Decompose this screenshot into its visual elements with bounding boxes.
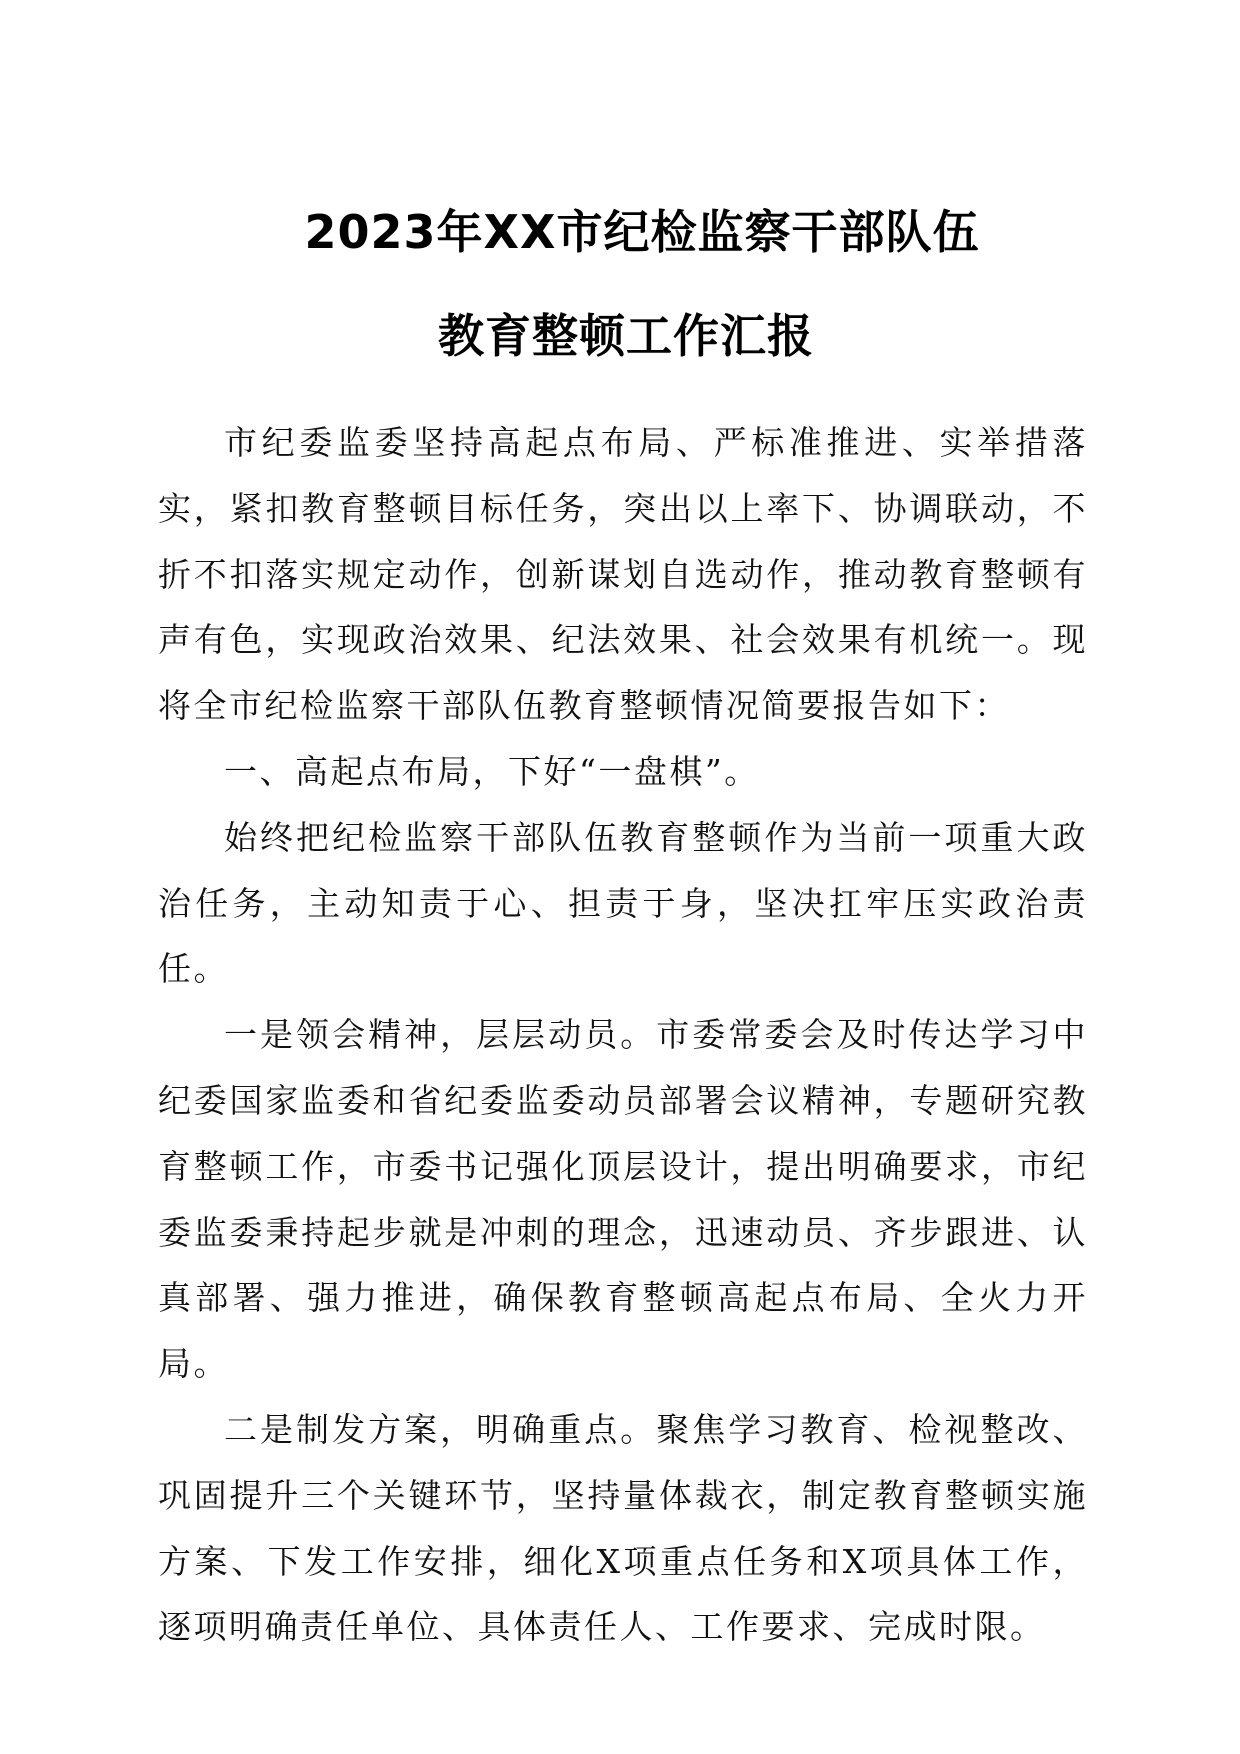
paragraph-point-2: 二是制发方案，明确重点。聚焦学习教育、检视整改、巩固提升三个关键环节，坚持量体裁衣，制定教育整顿实施方案、下发工作安排，细化X项重点任务和X项具体工作，逐项明确责任单位、具体责任人、工作要求、完成时限。 [158,1409,1088,1647]
section-heading-1: 一、高起点布局，下好“一盘棋”。 [224,751,760,791]
document-title-line-1: 2023年XX市纪检监察干部队伍 [304,205,980,259]
paragraph-section-1-intro: 始终把纪检监察干部队伍教育整顿作为当前一项重大政治任务，主动知责于心、担责于身，坚决扛牢压实政治责任。 [158,817,1088,989]
document-body [158,410,1088,1660]
paragraph-intro: 市纪委监委坚持高起点布局、严标准推进、实举措落实，紧扣教育整顿目标任务，突出以上率下、协调联动，不折不扣落实规定动作，创新谋划自选动作，推动教育整顿有声有色，实现政治效果、纪法效果、社会效果有机统一。现将全市纪检监察干部队伍教育整顿情况简要报告如下： [158,423,1088,726]
paragraph-point-1: 一是领会精神，层层动员。市委常委会及时传达学习中纪委国家监委和省纪委监委动员部署会议精神，专题研究教育整顿工作，市委书记强化顶层设计，提出明确要求，市纪委监委秉持起步就是冲刺的理念，迅速动员、齐步跟进、认真部署、强力推进，确保教育整顿高起点布局、全火力开局。 [158,1015,1088,1384]
document-title-line-2: 教育整顿工作汇报 [438,309,814,363]
